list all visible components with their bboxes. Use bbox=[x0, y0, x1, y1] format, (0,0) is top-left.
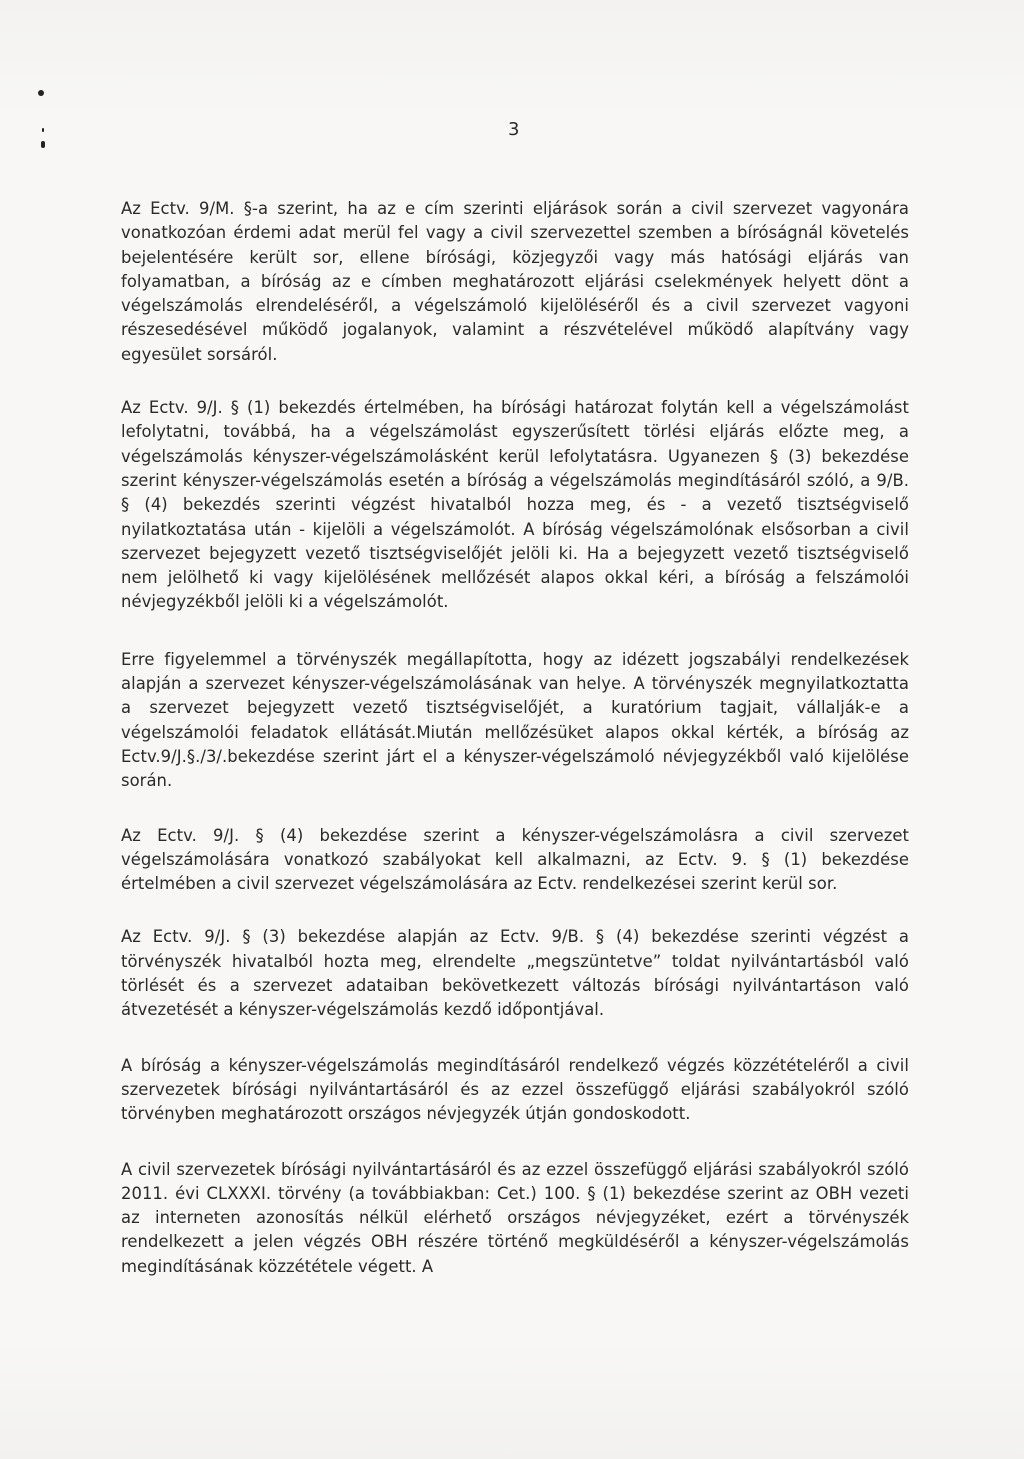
scan-dot-mark bbox=[41, 141, 45, 148]
paragraph: A civil szervezetek bírósági nyilvántartásáról és az ezzel összefüggő eljárási szabályokról szóló 2011. évi CLXXXI. törvény (a továbbiakban: Cet.) 100. § (1) bekezdése szerint az OBH vezeti az interneten azonosítás nélkül elérhető országos névjegyzéket, ezért a törvényszék rendelkezett a jelen végzés OBH részére történő megküldéséről a kényszer-végelszámolás megindításának közzététele végett. A bbox=[121, 1159, 909, 1276]
paragraph: A bíróság a kényszer-végelszámolás megindításáról rendelkező végzés közzétételéről a civil szervezetek bírósági nyilvántartásáról és az ezzel összefüggő eljárási szabályokról szóló törvényben meghatározott országos névjegyzék útján gondoskodott. bbox=[121, 1055, 909, 1124]
page-number: 3 bbox=[508, 119, 520, 140]
paragraph: Az Ectv. 9/J. § (4) bekezdése szerint a kényszer-végelszámolásra a civil szervezet végelszámolására vonatkozó szabályokat kell alkalmazni, az Ectv. 9. § (1) bekezdése értelmében a civil szervezet végelszámolására az Ectv. rendelkezései szerint kerül sor. bbox=[121, 825, 909, 894]
scan-dot-mark bbox=[42, 128, 44, 132]
paragraph: Az Ectv. 9/J. § (3) bekezdése alapján az Ectv. 9/B. § (4) bekezdése szerinti végzést a törvényszék hivatalból hozta meg, elrendelte „megszüntetve” toldat nyilvántartásból való törlését és a szervezet adataiban bekövetkezett változás bírósági nyilvántartáson való átvezetését a kényszer-végelszámolás kezdő időpontjával. bbox=[121, 927, 909, 1020]
paragraph: Az Ectv. 9/M. §-a szerint, ha az e cím szerinti eljárások során a civil szervezet vagyonára vonatkozóan érdemi adat merül fel vagy a civil szervezettel szemben a bíróságnál követelés bejelentésére került sor, ellene bírósági, közjegyzői vagy más hatósági eljárás van folyamatban, a bíróság az e címben meghatározott eljárási cselekmények helyett dönt a végelszámolás elrendeléséről, a végelszámoló kijelöléséről és a civil szervezet vagyoni részesedésével működő jogalanyok, valamint a részvételével működő alapítvány vagy egyesület sorsáról. bbox=[121, 199, 909, 364]
paragraph: Erre figyelemmel a törvényszék megállapította, hogy az idézett jogszabályi rendelkezések alapján a szervezet kényszer-végelszámolásának van helye. A törvényszék megnyilatkoztatta a szervezet bejegyzett vezető tisztségviselőjét, a kuratórium tagjait, vállalják-e a végelszámolói feladatok ellátását.Miután mellőzésüket alapos okkal kérték, a bíróság az Ectv.9/J.§./3/.bekezdése szerint járt el a kényszer-végelszámoló névjegyzékből való kijelölése során. bbox=[121, 649, 909, 791]
document-body bbox=[121, 197, 909, 1279]
paragraph: Az Ectv. 9/J. § (1) bekezdés értelmében, ha bírósági határozat folytán kell a végelszámolást lefolytatni, továbbá, ha a végelszámolást egyszerűsített törlési eljárás előzte meg, a végelszámolás kényszer-végelszámolásként kerül lefolytatásra. Ugyanezen § (3) bekezdése szerint kényszer-végelszámolás esetén a bíróság a végelszámolás megindításáról szóló, a 9/B. § (4) bekezdés szerinti végzést hivatalból hozza meg, és - a vezető tisztségviselő nyilatkoztatása után - kijelöli a végelszámolót. A bíróság végelszámolónak elsősorban a civil szervezet bejegyzett vezető tisztségviselőjét jelöli ki. Ha a bejegyzett vezető tisztségviselő nem jelölhető ki vagy kijelölésének mellőzését alapos okkal kéri, a bíróság a felszámolói névjegyzékből jelöli ki a végelszámolót. bbox=[121, 398, 909, 612]
scan-dot-mark bbox=[38, 90, 44, 96]
